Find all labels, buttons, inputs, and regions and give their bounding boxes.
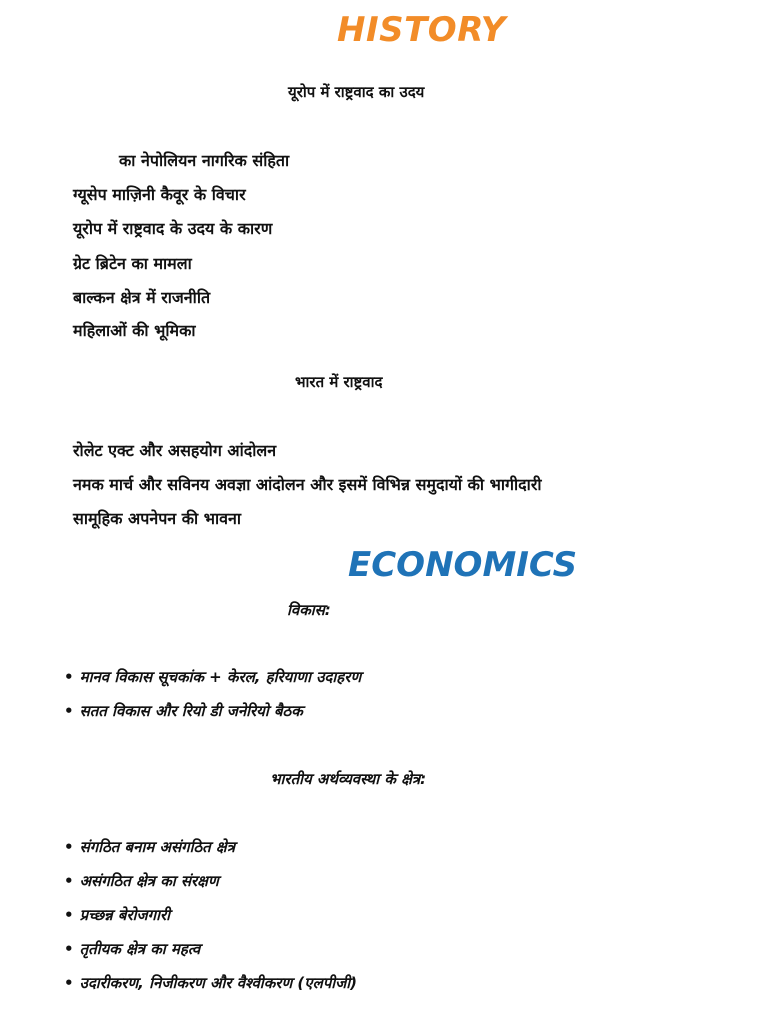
development-heading: विकास: xyxy=(287,601,331,619)
europe-item: बाल्कन क्षेत्र में राजनीति xyxy=(73,288,211,307)
list-item xyxy=(64,939,200,959)
bullet-icon: • xyxy=(64,974,74,992)
europe-item: ग्रेट ब्रिटेन का मामला xyxy=(73,254,192,273)
bullet-icon: • xyxy=(64,702,74,720)
bullet-icon: • xyxy=(64,940,74,958)
bullet-icon: • xyxy=(64,906,74,924)
list-item xyxy=(64,905,170,925)
india-item: नमक मार्च और सविनय अवज्ञा आंदोलन और इसमें विभिन्न समुदायों की भागीदारी xyxy=(73,475,542,494)
development-item: मानव विकास सूचकांक + केरल, हरियाणा उदाहरण xyxy=(79,668,362,686)
list-item xyxy=(64,871,219,891)
list-item xyxy=(64,837,235,857)
europe-item: ग्यूसेप माज़िनी कैवूर के विचार xyxy=(73,185,246,204)
list-item xyxy=(64,973,357,993)
history-title: HISTORY xyxy=(337,10,506,50)
india-item: रोलेट एक्ट और असहयोग आंदोलन xyxy=(73,441,277,460)
europe-item: यूरोप में राष्ट्रवाद के उदय के कारण xyxy=(73,219,273,238)
sectors-item: प्रच्छन्न बेरोजगारी xyxy=(79,906,171,924)
sectors-heading: भारतीय अर्थव्यवस्था के क्षेत्र: xyxy=(270,770,427,788)
india-heading: भारत में राष्ट्रवाद xyxy=(295,373,383,391)
development-item: सतत विकास और रियो डी जनेरियो बैठक xyxy=(79,702,303,720)
india-item: सामूहिक अपनेपन की भावना xyxy=(73,509,242,528)
bullet-icon: • xyxy=(64,668,74,686)
europe-item: का नेपोलियन नागरिक संहिता xyxy=(119,151,290,170)
europe-item: महिलाओं की भूमिका xyxy=(73,321,196,340)
list-item xyxy=(64,667,361,687)
list-item xyxy=(64,701,303,721)
sectors-item: उदारीकरण, निजीकरण और वैश्वीकरण (एलपीजी) xyxy=(79,974,358,992)
bullet-icon: • xyxy=(64,872,74,890)
sectors-item: तृतीयक क्षेत्र का महत्व xyxy=(79,940,201,958)
economics-title: ECONOMICS xyxy=(348,545,578,585)
bullet-icon: • xyxy=(64,838,74,856)
europe-heading: यूरोप में राष्ट्रवाद का उदय xyxy=(288,83,425,101)
sectors-item: असंगठित क्षेत्र का संरक्षण xyxy=(79,872,219,890)
sectors-item: संगठित बनाम असंगठित क्षेत्र xyxy=(79,838,235,856)
